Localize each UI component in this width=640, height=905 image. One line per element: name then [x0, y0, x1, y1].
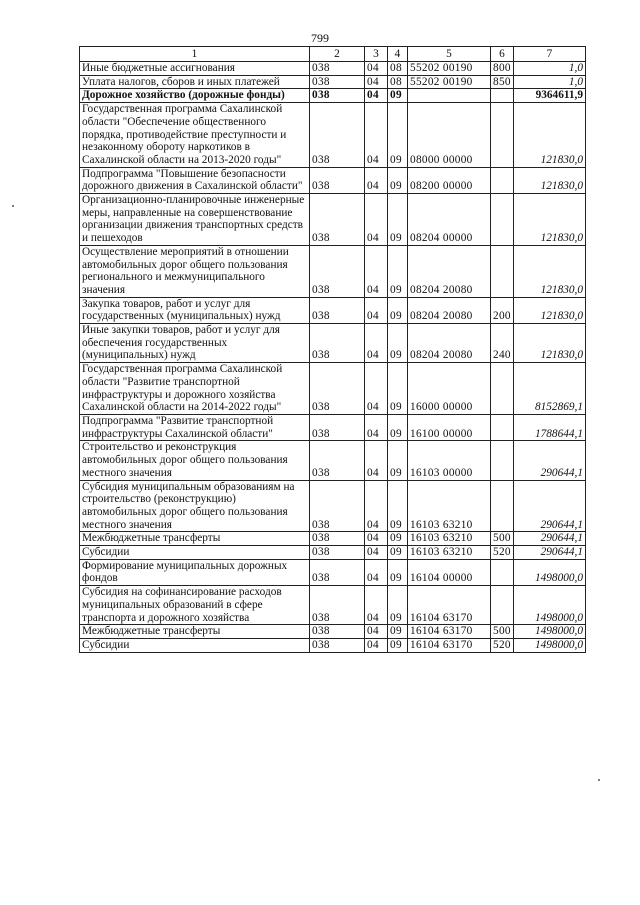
target-article-code: 16104 63170	[408, 625, 491, 639]
amount: 1788644,1	[514, 414, 586, 440]
table-row	[80, 167, 586, 193]
subsection-code: 08	[388, 75, 408, 89]
expense-type-code	[491, 103, 514, 168]
section-code: 04	[365, 297, 388, 323]
column-header: 3	[365, 47, 388, 62]
column-header: 2	[310, 47, 365, 62]
table-row	[80, 363, 586, 415]
table-row	[80, 559, 586, 585]
amount: 8152869,1	[514, 363, 586, 415]
amount: 121830,0	[514, 103, 586, 168]
section-code: 04	[365, 480, 388, 532]
table-row	[80, 297, 586, 323]
table-row	[80, 414, 586, 440]
ministry-code: 038	[310, 167, 365, 193]
row-name: Дорожное хозяйство (дорожные фонды)	[80, 89, 310, 103]
expense-type-code: 500	[491, 532, 514, 546]
row-name: Организационно-планировочные инженерные меры, направленные на совершенствование организации движения транспортных средств и пешеходов	[80, 194, 310, 246]
amount: 1498000,0	[514, 638, 586, 652]
target-article-code: 16104 63170	[408, 586, 491, 625]
target-article-code: 08204 20080	[408, 324, 491, 363]
amount: 121830,0	[514, 324, 586, 363]
subsection-code: 09	[388, 532, 408, 546]
expense-type-code: 520	[491, 546, 514, 560]
target-article-code: 08204 00000	[408, 194, 491, 246]
ministry-code: 038	[310, 245, 365, 297]
subsection-code: 09	[388, 625, 408, 639]
expense-type-code: 500	[491, 625, 514, 639]
target-article-code: 08204 20080	[408, 245, 491, 297]
expense-type-code	[491, 414, 514, 440]
ministry-code: 038	[310, 625, 365, 639]
section-code: 04	[365, 245, 388, 297]
row-name: Уплата налогов, сборов и иных платежей	[80, 75, 310, 89]
section-code: 04	[365, 103, 388, 168]
column-header: 7	[514, 47, 586, 62]
expense-type-code: 800	[491, 62, 514, 76]
amount: 1,0	[514, 62, 586, 76]
table-row	[80, 532, 586, 546]
row-name: Подпрограмма "Повышение безопасности дорожного движения в Сахалинской области"	[80, 167, 310, 193]
ministry-code: 038	[310, 324, 365, 363]
row-name: Субсидии	[80, 546, 310, 560]
expense-type-code: 240	[491, 324, 514, 363]
ministry-code: 038	[310, 586, 365, 625]
section-code: 04	[365, 324, 388, 363]
table-row	[80, 324, 586, 363]
expense-type-code	[491, 194, 514, 246]
row-name: Межбюджетные трансферты	[80, 532, 310, 546]
target-article-code	[408, 89, 491, 103]
subsection-code: 09	[388, 194, 408, 246]
table-row	[80, 625, 586, 639]
expense-type-code	[491, 167, 514, 193]
ministry-code: 038	[310, 559, 365, 585]
subsection-code: 09	[388, 441, 408, 480]
expense-type-code: 520	[491, 638, 514, 652]
subsection-code: 09	[388, 546, 408, 560]
row-name: Государственная программа Сахалинской области "Развитие транспортной инфраструктуры и дорожного хозяйства Сахалинской области на 2014-2022 годы"	[80, 363, 310, 415]
table-body	[80, 47, 586, 653]
target-article-code: 16103 63210	[408, 546, 491, 560]
subsection-code: 09	[388, 324, 408, 363]
subsection-code: 09	[388, 297, 408, 323]
row-name: Субсидия муниципальным образованиям на строительство (реконструкцию) автомобильных дорог общего пользования местного значения	[80, 480, 310, 532]
ministry-code: 038	[310, 480, 365, 532]
amount: 290644,1	[514, 546, 586, 560]
ministry-code: 038	[310, 89, 365, 103]
expense-type-code	[491, 363, 514, 415]
page-number: 799	[311, 31, 329, 45]
scan-speck	[12, 205, 14, 207]
section-code: 04	[365, 414, 388, 440]
section-code: 04	[365, 167, 388, 193]
expense-type-code	[491, 480, 514, 532]
table-row	[80, 62, 586, 76]
column-header: 5	[408, 47, 491, 62]
target-article-code: 16104 00000	[408, 559, 491, 585]
expense-type-code	[491, 89, 514, 103]
amount: 9364611,9	[514, 89, 586, 103]
table-row	[80, 103, 586, 168]
section-code: 04	[365, 638, 388, 652]
ministry-code: 038	[310, 62, 365, 76]
ministry-code: 038	[310, 194, 365, 246]
amount: 290644,1	[514, 480, 586, 532]
table-row	[80, 638, 586, 652]
row-name: Межбюджетные трансферты	[80, 625, 310, 639]
budget-table	[79, 46, 586, 653]
ministry-code: 038	[310, 75, 365, 89]
ministry-code: 038	[310, 546, 365, 560]
subsection-code: 08	[388, 62, 408, 76]
subsection-code: 09	[388, 638, 408, 652]
table-row	[80, 586, 586, 625]
amount: 121830,0	[514, 167, 586, 193]
expense-type-code	[491, 586, 514, 625]
row-name: Подпрограмма "Развитие транспортной инфраструктуры Сахалинской области"	[80, 414, 310, 440]
row-name: Осуществление мероприятий в отношении автомобильных дорог общего пользования регионального и межмуниципального значения	[80, 245, 310, 297]
subsection-code: 09	[388, 245, 408, 297]
target-article-code: 16103 63210	[408, 532, 491, 546]
target-article-code: 55202 00190	[408, 62, 491, 76]
subsection-code: 09	[388, 89, 408, 103]
target-article-code: 16103 63210	[408, 480, 491, 532]
row-name: Формирование муниципальных дорожных фондов	[80, 559, 310, 585]
ministry-code: 038	[310, 363, 365, 415]
table-row	[80, 89, 586, 103]
section-code: 04	[365, 586, 388, 625]
row-name: Иные бюджетные ассигнования	[80, 62, 310, 76]
expense-type-code	[491, 245, 514, 297]
subsection-code: 09	[388, 363, 408, 415]
section-code: 04	[365, 625, 388, 639]
amount: 121830,0	[514, 245, 586, 297]
column-header: 6	[491, 47, 514, 62]
subsection-code: 09	[388, 480, 408, 532]
target-article-code: 08204 20080	[408, 297, 491, 323]
table-row	[80, 441, 586, 480]
amount: 121830,0	[514, 194, 586, 246]
section-code: 04	[365, 363, 388, 415]
ministry-code: 038	[310, 441, 365, 480]
row-name: Субсидии	[80, 638, 310, 652]
ministry-code: 038	[310, 638, 365, 652]
ministry-code: 038	[310, 532, 365, 546]
section-code: 04	[365, 194, 388, 246]
ministry-code: 038	[310, 103, 365, 168]
header-row	[80, 47, 586, 62]
section-code: 04	[365, 546, 388, 560]
target-article-code: 08200 00000	[408, 167, 491, 193]
section-code: 04	[365, 532, 388, 546]
section-code: 04	[365, 62, 388, 76]
column-header: 4	[388, 47, 408, 62]
table-row	[80, 546, 586, 560]
subsection-code: 09	[388, 167, 408, 193]
amount: 1,0	[514, 75, 586, 89]
amount: 290644,1	[514, 441, 586, 480]
target-article-code: 55202 00190	[408, 75, 491, 89]
subsection-code: 09	[388, 586, 408, 625]
target-article-code: 16103 00000	[408, 441, 491, 480]
amount: 290644,1	[514, 532, 586, 546]
subsection-code: 09	[388, 414, 408, 440]
ministry-code: 038	[310, 297, 365, 323]
row-name: Строительство и реконструкция автомобильных дорог общего пользования местного значения	[80, 441, 310, 480]
subsection-code: 09	[388, 559, 408, 585]
amount: 1498000,0	[514, 586, 586, 625]
expense-type-code: 200	[491, 297, 514, 323]
row-name: Закупка товаров, работ и услуг для государственных (муниципальных) нужд	[80, 297, 310, 323]
scan-speck	[598, 779, 600, 781]
row-name: Иные закупки товаров, работ и услуг для обеспечения государственных (муниципальных) нужд	[80, 324, 310, 363]
target-article-code: 16104 63170	[408, 638, 491, 652]
amount: 1498000,0	[514, 625, 586, 639]
section-code: 04	[365, 89, 388, 103]
expense-type-code	[491, 441, 514, 480]
ministry-code: 038	[310, 414, 365, 440]
section-code: 04	[365, 559, 388, 585]
column-header: 1	[80, 47, 310, 62]
subsection-code: 09	[388, 103, 408, 168]
expense-type-code	[491, 559, 514, 585]
amount: 121830,0	[514, 297, 586, 323]
section-code: 04	[365, 75, 388, 89]
target-article-code: 08000 00000	[408, 103, 491, 168]
target-article-code: 16000 00000	[408, 363, 491, 415]
row-name: Государственная программа Сахалинской области "Обеспечение общественного порядка, противодействие преступности и незаконному обороту наркотиков в Сахалинской области на 2013-2020 годы"	[80, 103, 310, 168]
table-row	[80, 194, 586, 246]
table-row	[80, 75, 586, 89]
table-row	[80, 245, 586, 297]
target-article-code: 16100 00000	[408, 414, 491, 440]
expense-type-code: 850	[491, 75, 514, 89]
section-code: 04	[365, 441, 388, 480]
amount: 1498000,0	[514, 559, 586, 585]
table-row	[80, 480, 586, 532]
row-name: Субсидия на софинансирование расходов муниципальных образований в сфере транспорта и дорожного хозяйства	[80, 586, 310, 625]
